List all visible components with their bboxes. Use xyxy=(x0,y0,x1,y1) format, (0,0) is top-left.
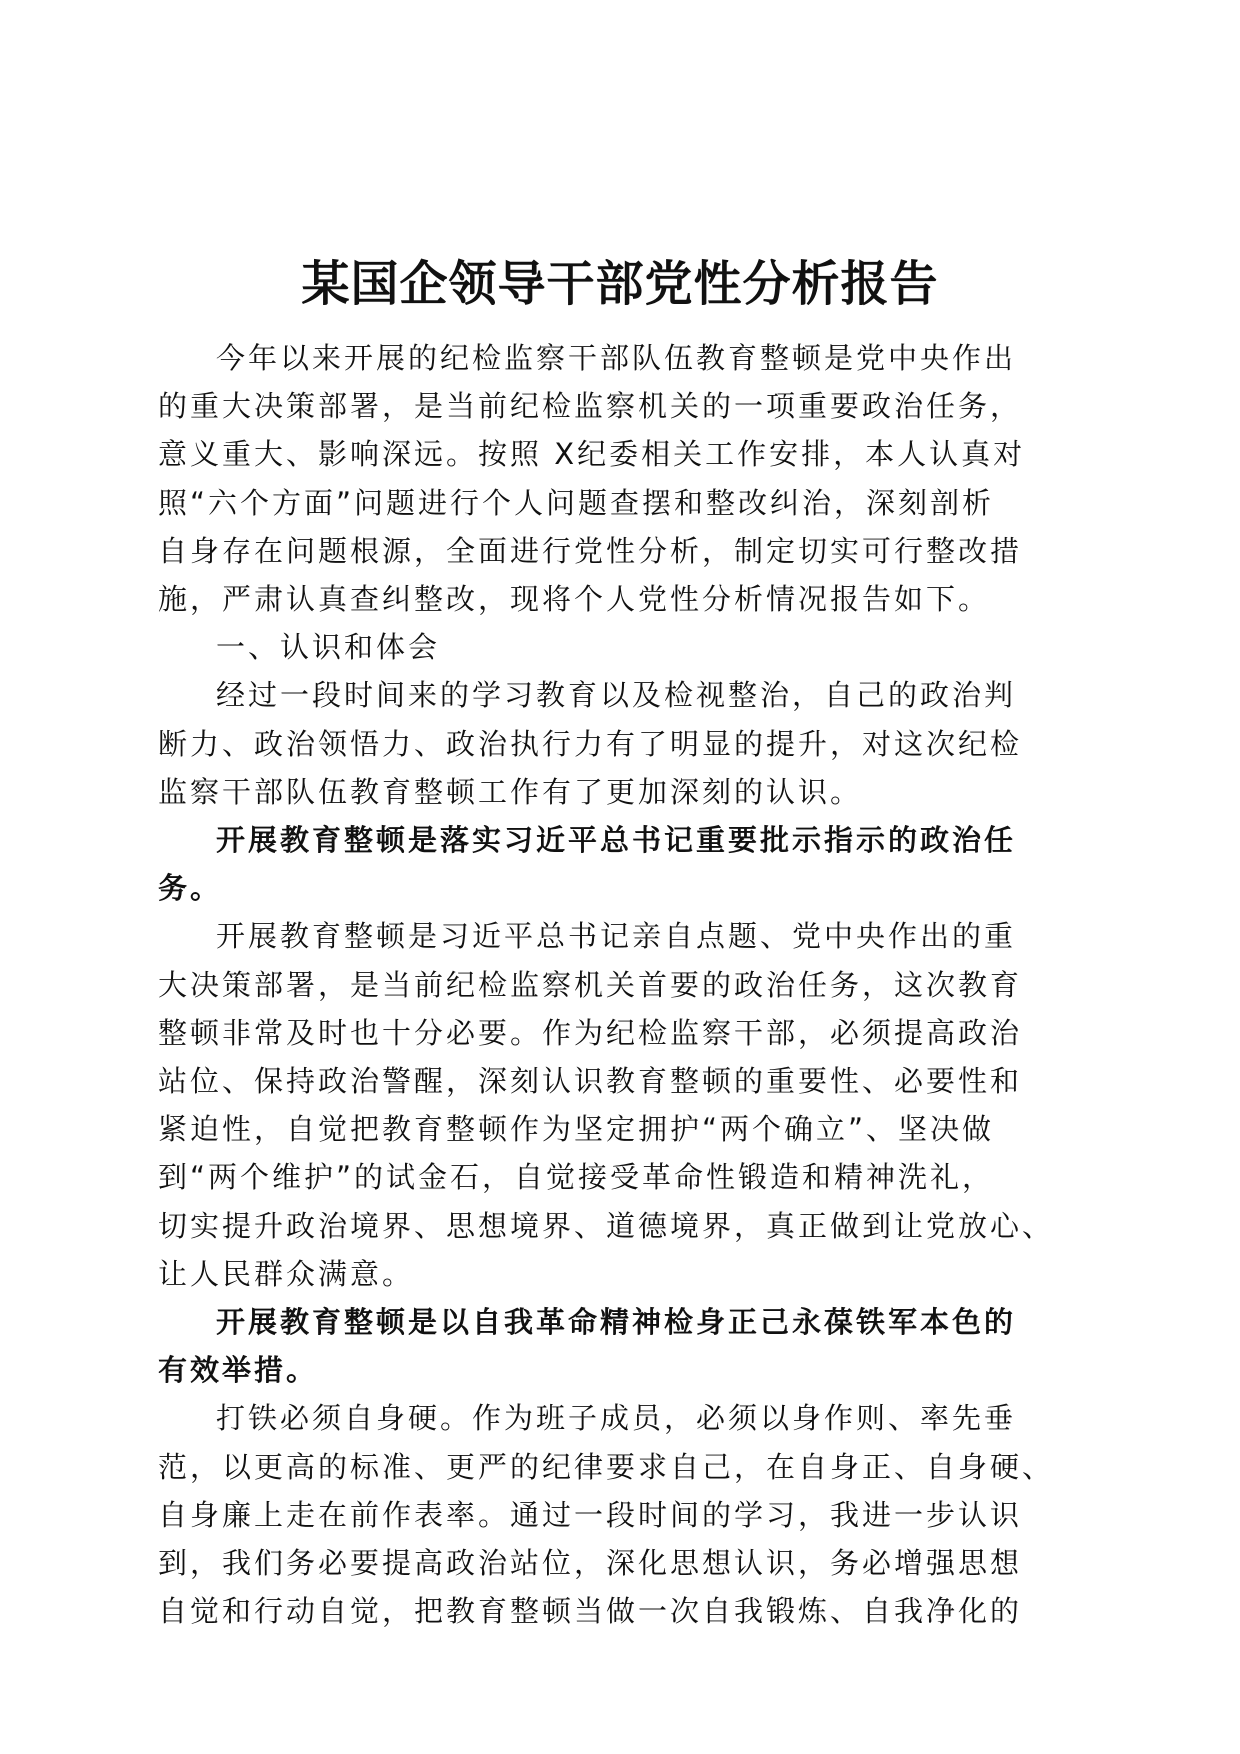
paragraph-self-revolution: 打铁必须自身硬。作为班子成员，必须以身作则、率先垂 范，以更高的标准、更严的纪律要求自己，在自身正、自身硬、 自身廉上走在前作表率。通过一段时间的学习，我进一步认识 到，我们务必要提高政治站位，深化思想认识，务必增强思想 自觉和行动自觉，把教育整顿当做一次自我锻炼、自我净化的 xyxy=(158,1401,1055,1629)
subheading-political-task: 开展教育整顿是落实习近平总书记重要批示指示的政治任 务。 xyxy=(158,823,1017,906)
paragraph-understanding: 经过一段时间来的学习教育以及检视整治，自己的政治判 断力、政治领悟力、政治执行力有了明显的提升，对这次纪检 监察干部队伍教育整顿工作有了更加深刻的认识。 xyxy=(158,678,1023,809)
document-title: 某国企领导干部党性分析报告 xyxy=(301,256,939,312)
document-body xyxy=(158,334,1078,1635)
paragraph-political-task: 开展教育整顿是习近平总书记亲自点题、党中央作出的重 大决策部署，是当前纪检监察机关首要的政治任务，这次教育 整顿非常及时也十分必要。作为纪检监察干部，必须提高政治 站位、保持政治警醒，深刻认识教育整顿的重要性、必要性和 紧迫性，自觉把教育整顿作为坚定拥护“两个确立”、坚决做 到“两个维护”的试金石，自觉接受革命性锻造和精神洗礼， 切实提升政治境界、思想境界、道德境界，真正做到让党放心、 让人民群众满意。 xyxy=(158,919,1055,1291)
subheading-self-revolution: 开展教育整顿是以自我革命精神检身正己永葆铁军本色的 有效举措。 xyxy=(158,1305,1017,1388)
paragraph-intro: 今年以来开展的纪检监察干部队伍教育整顿是党中央作出 的重大决策部署，是当前纪检监察机关的一项重要政治任务， 意义重大、影响深远。按照 X纪委相关工作安排，本人认真对 照“六个方面”问题进行个人问题查摆和整改纠治，深刻剖析 自身存在问题根源，全面进行党性分析，制定切实可行整改措 施，严肃认真查纠整改，现将个人党性分析情况报告如下。 xyxy=(158,341,1026,617)
section-heading-1: 一、认识和体会 xyxy=(216,630,441,665)
